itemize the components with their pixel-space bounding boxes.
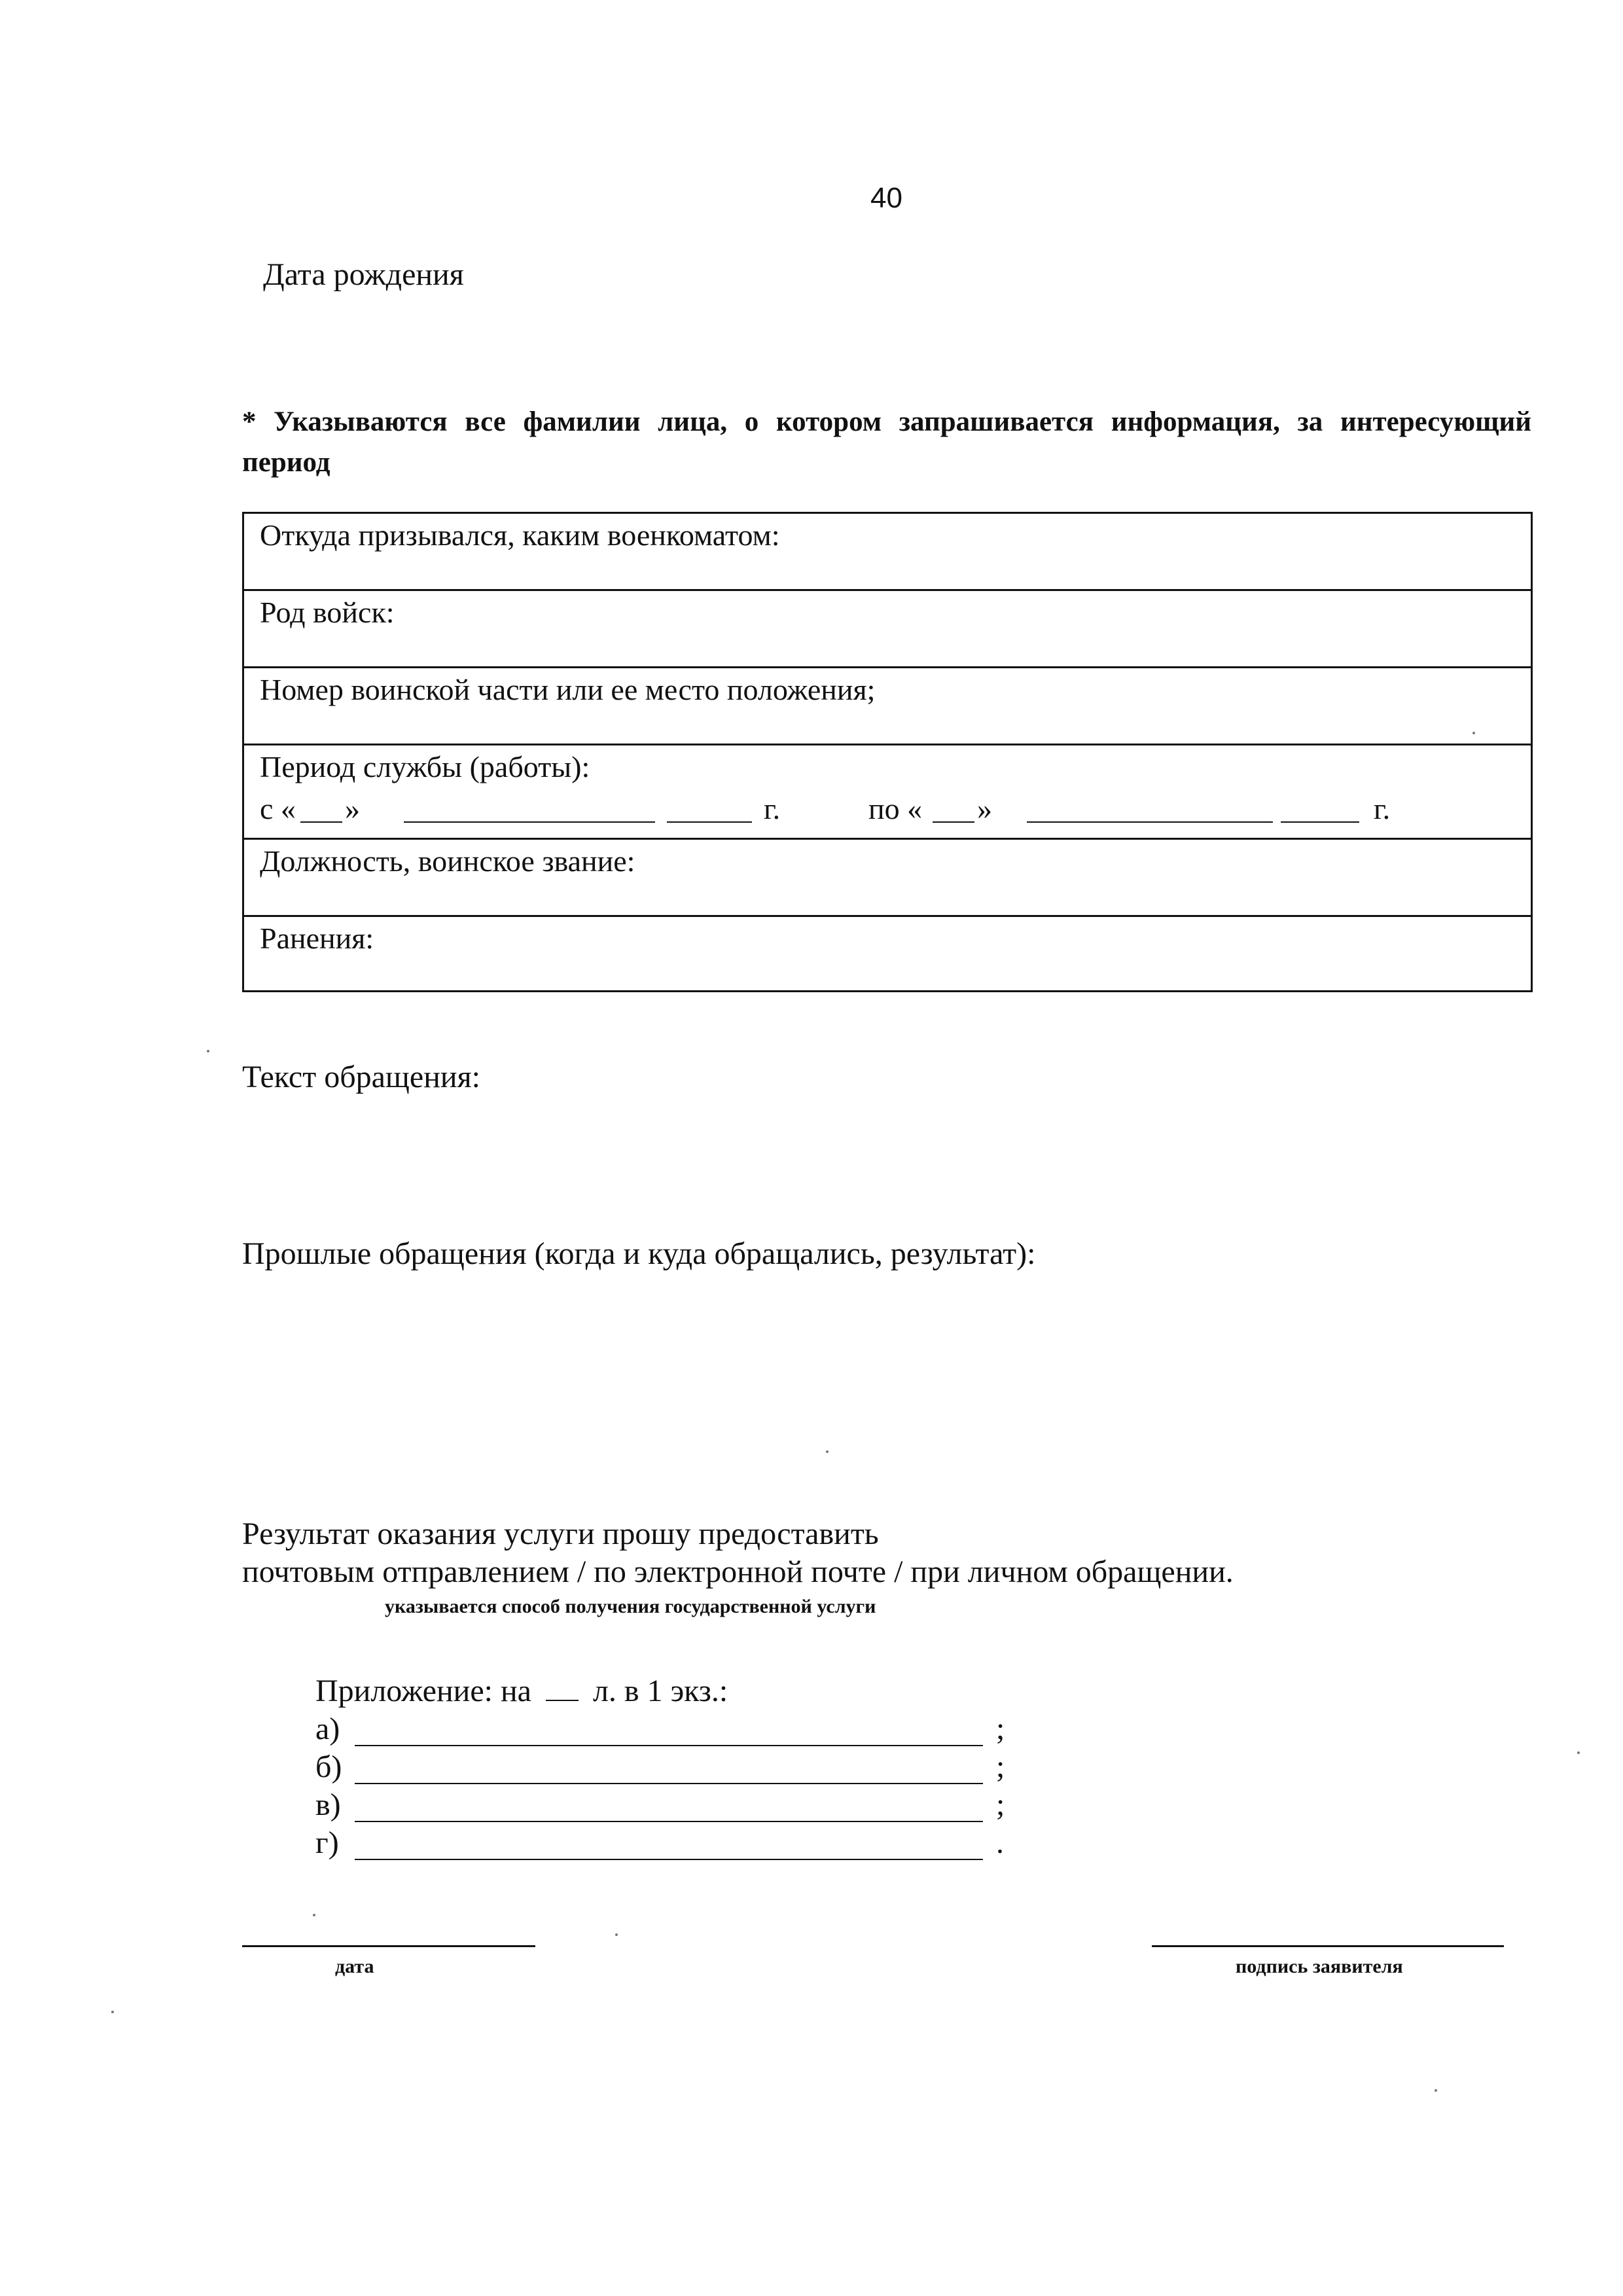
enlisted-from-label: Откуда призывался, каким военкоматом: — [260, 518, 780, 552]
period-to-year-field[interactable] — [1281, 821, 1359, 823]
scan-speck — [1435, 2089, 1437, 2092]
service-info-table — [242, 512, 1533, 992]
attachment-end: ; — [996, 1787, 1005, 1822]
page-number: 40 — [870, 182, 902, 214]
period-to-prefix: по « — [868, 792, 923, 825]
scan-speck — [615, 1933, 618, 1936]
position-rank-label: Должность, воинское звание: — [260, 844, 635, 878]
period-to-day-field[interactable] — [933, 821, 974, 823]
signature-line[interactable] — [1152, 1945, 1504, 1947]
attachment-field[interactable] — [355, 1783, 983, 1784]
row-service-period[interactable] — [244, 745, 1531, 840]
footnote-line-2: период — [242, 447, 330, 478]
attachment-item-c — [315, 1787, 1035, 1825]
period-to-year-suffix: г. — [1374, 792, 1391, 825]
scan-speck — [111, 2011, 114, 2013]
footnote-line-1: * Указываются все фамилии лица, о котором запрашивается информация, за интересующий — [242, 406, 1531, 437]
attachment-label: в) — [315, 1787, 341, 1822]
result-delivery-line-1: Результат оказания услуги прошу предоставить — [242, 1516, 879, 1551]
period-to-month-field[interactable] — [1027, 821, 1273, 823]
row-enlisted-from[interactable] — [244, 514, 1531, 591]
period-from-day-field[interactable] — [300, 821, 342, 823]
signature-label: подпись заявителя — [1236, 1956, 1403, 1977]
attachment-field[interactable] — [355, 1859, 983, 1860]
attachments-title-before: Приложение: на — [315, 1674, 531, 1708]
result-delivery-hint: указывается способ получения государственной услуги — [385, 1596, 876, 1617]
attachment-label: г) — [315, 1825, 339, 1860]
past-requests-label: Прошлые обращения (когда и куда обращались, результат): — [242, 1236, 1036, 1271]
attachment-field[interactable] — [355, 1821, 983, 1822]
row-wounds[interactable] — [244, 917, 1531, 990]
period-from-year-field[interactable] — [667, 821, 752, 823]
period-from-month-field[interactable] — [404, 821, 655, 823]
branch-label: Род войск: — [260, 596, 395, 629]
scan-speck — [207, 1050, 209, 1052]
attachment-label: б) — [315, 1749, 342, 1784]
attachment-item-b — [315, 1749, 1035, 1787]
attachment-end: . — [996, 1825, 1004, 1860]
period-to-quote-close: » — [977, 792, 992, 825]
row-unit-number[interactable] — [244, 668, 1531, 745]
attachment-field[interactable] — [355, 1745, 983, 1746]
row-branch[interactable] — [244, 591, 1531, 668]
period-from-year-suffix: г. — [764, 792, 781, 825]
scan-speck — [1577, 1751, 1580, 1754]
service-period-dates — [255, 791, 1498, 828]
scan-speck — [826, 1450, 829, 1453]
scan-speck — [313, 1914, 315, 1916]
result-delivery-line-2[interactable]: почтовым отправлением / по электронной почте / при личном обращении. — [242, 1554, 1234, 1589]
attachment-end: ; — [996, 1712, 1005, 1746]
attachment-label: а) — [315, 1712, 340, 1746]
attachments-title-after: л. в 1 экз.: — [592, 1674, 728, 1708]
birth-date-label: Дата рождения — [263, 257, 464, 292]
service-period-label: Период службы (работы): — [260, 750, 590, 783]
row-position-rank[interactable] — [244, 840, 1531, 917]
unit-number-label: Номер воинской части или ее место положения; — [260, 673, 876, 706]
date-label: дата — [335, 1956, 374, 1977]
attachment-item-a — [315, 1711, 1035, 1749]
period-from-prefix: с « — [260, 792, 296, 825]
attachments-pages-field[interactable] — [546, 1676, 579, 1701]
request-text-label: Текст обращения: — [242, 1060, 480, 1094]
date-line[interactable] — [242, 1945, 535, 1947]
attachment-end: ; — [996, 1749, 1005, 1784]
scan-speck — [1472, 732, 1475, 734]
wounds-label: Ранения: — [260, 922, 374, 955]
attachments-title — [315, 1673, 728, 1709]
attachment-item-d — [315, 1825, 1035, 1863]
footnote — [242, 402, 1531, 483]
period-from-quote-close: » — [345, 792, 360, 825]
